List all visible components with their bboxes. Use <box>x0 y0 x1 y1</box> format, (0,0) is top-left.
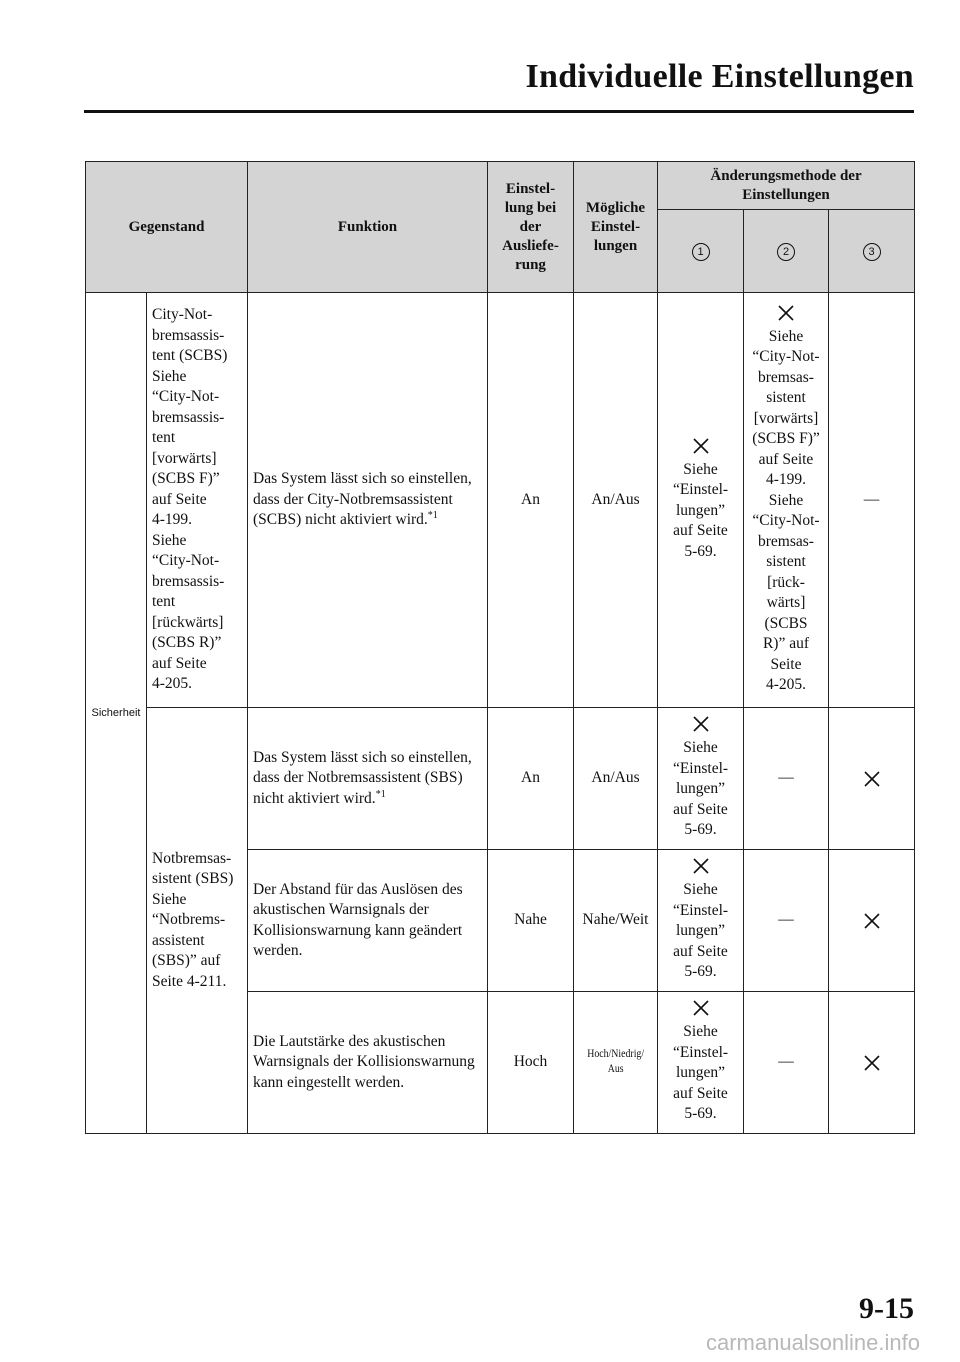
gegenstand-cell: City-Not- bremsassis- tent (SCBS) Siehe “City-Not- bremsassis- tent [vorwärts] (SCBS F)” auf Seite 4-199. Siehe “City-Not- bremsassis- tent [rückwärts] (SCBS R)” auf Seite 4-205. <box>147 293 248 708</box>
x-mark-icon <box>693 438 709 454</box>
auslieferung-cell: Hoch <box>488 992 574 1134</box>
footnote-ref: *1 <box>375 788 386 800</box>
method-1-cell <box>658 850 744 992</box>
page-title: Individuelle Einstellungen <box>525 58 914 95</box>
category-cell <box>86 293 147 1134</box>
header-method-2 <box>744 210 829 293</box>
moegliche-cell: An/Aus <box>574 293 658 708</box>
auslieferung-cell: An <box>488 708 574 850</box>
method-2-cell <box>744 293 829 708</box>
method-3-cell <box>829 850 915 992</box>
header-auslieferung: Einstel- lung bei der Ausliefe- rung <box>488 162 574 293</box>
x-mark-icon <box>864 1055 880 1071</box>
title-divider <box>84 110 914 113</box>
auslieferung-cell: An <box>488 293 574 708</box>
method-2-cell: — <box>744 992 829 1134</box>
table-row <box>86 708 915 850</box>
funktion-text: Die Lautstärke des akustischen Warnsignals der Kollisionswarnung kann eingestellt werden. <box>253 1032 475 1091</box>
method-2-text: Siehe “City-Not- bremsas- sistent [vorwärts] (SCBS F)” auf Seite 4-199. Siehe “City-Not- bremsas- sistent [rück- wärts] (SCBS R)” auf Seite 4-205. <box>752 327 820 693</box>
header-gegenstand <box>86 162 248 293</box>
method-2-cell: — <box>744 850 829 992</box>
watermark: carmanualsonline.info <box>705 1330 920 1355</box>
funktion-cell <box>248 293 488 708</box>
method-1-text: Siehe “Einstel- lungen” auf Seite 5-69. <box>672 739 729 839</box>
page-number: 9-15 <box>859 1292 914 1325</box>
header-funktion-label: Funktion <box>337 218 398 235</box>
funktion-text: Das System lässt sich so einstellen, dass der City-Notbremsassistent (SCBS) nicht aktiviert wird. <box>253 470 472 529</box>
header-method-3 <box>829 210 915 293</box>
header-gegenstand-label: Gegenstand <box>128 218 205 235</box>
method-3-cell <box>829 708 915 850</box>
circled-number-1: 1 <box>692 243 710 261</box>
gegenstand-cell: Notbremsas- sistent (SBS) Siehe “Notbrems- assistent (SBS)” auf Seite 4-211. <box>147 708 248 1134</box>
moegliche-cell: An/Aus <box>574 708 658 850</box>
method-3-cell: — <box>829 293 915 708</box>
funktion-cell <box>248 992 488 1134</box>
x-mark-icon <box>778 305 794 321</box>
funktion-cell <box>248 850 488 992</box>
header-aenderungsmethode: Änderungsmethode der Einstellungen <box>658 162 915 210</box>
header-method-1 <box>658 210 744 293</box>
header-funktion <box>248 162 488 293</box>
footnote-ref: *1 <box>427 510 438 522</box>
method-1-text: Siehe “Einstel- lungen” auf Seite 5-69. <box>672 460 729 560</box>
funktion-text: Das System lässt sich so einstellen, dass der Notbremsassistent (SBS) nicht aktiviert wird. <box>253 748 472 807</box>
x-mark-icon <box>693 716 709 732</box>
x-mark-icon <box>864 771 880 787</box>
method-1-text: Siehe “Einstel- lungen” auf Seite 5-69. <box>672 1023 729 1123</box>
category-label: Sicherheit <box>91 707 141 720</box>
funktion-cell <box>248 708 488 850</box>
x-mark-icon <box>693 858 709 874</box>
method-1-text: Siehe “Einstel- lungen” auf Seite 5-69. <box>672 881 729 981</box>
moegliche-text: Hoch/Niedrig/ Aus <box>587 1046 644 1076</box>
circled-number-3: 3 <box>863 243 881 261</box>
method-1-cell <box>658 293 744 708</box>
funktion-text: Der Abstand für das Auslösen des akustischen Warnsignals der Kollisionswarnung kann geändert werden. <box>253 880 463 959</box>
x-mark-icon <box>864 913 880 929</box>
moegliche-cell: Nahe/Weit <box>574 850 658 992</box>
x-mark-icon <box>693 1000 709 1016</box>
moegliche-cell <box>574 992 658 1134</box>
method-1-cell <box>658 708 744 850</box>
settings-table <box>85 161 915 1134</box>
table-row <box>86 293 915 708</box>
header-moegliche-einstellungen: Mögliche Einstel- lungen <box>574 162 658 293</box>
method-2-cell: — <box>744 708 829 850</box>
method-3-cell <box>829 992 915 1134</box>
circled-number-2: 2 <box>777 243 795 261</box>
method-1-cell <box>658 992 744 1134</box>
auslieferung-cell: Nahe <box>488 850 574 992</box>
